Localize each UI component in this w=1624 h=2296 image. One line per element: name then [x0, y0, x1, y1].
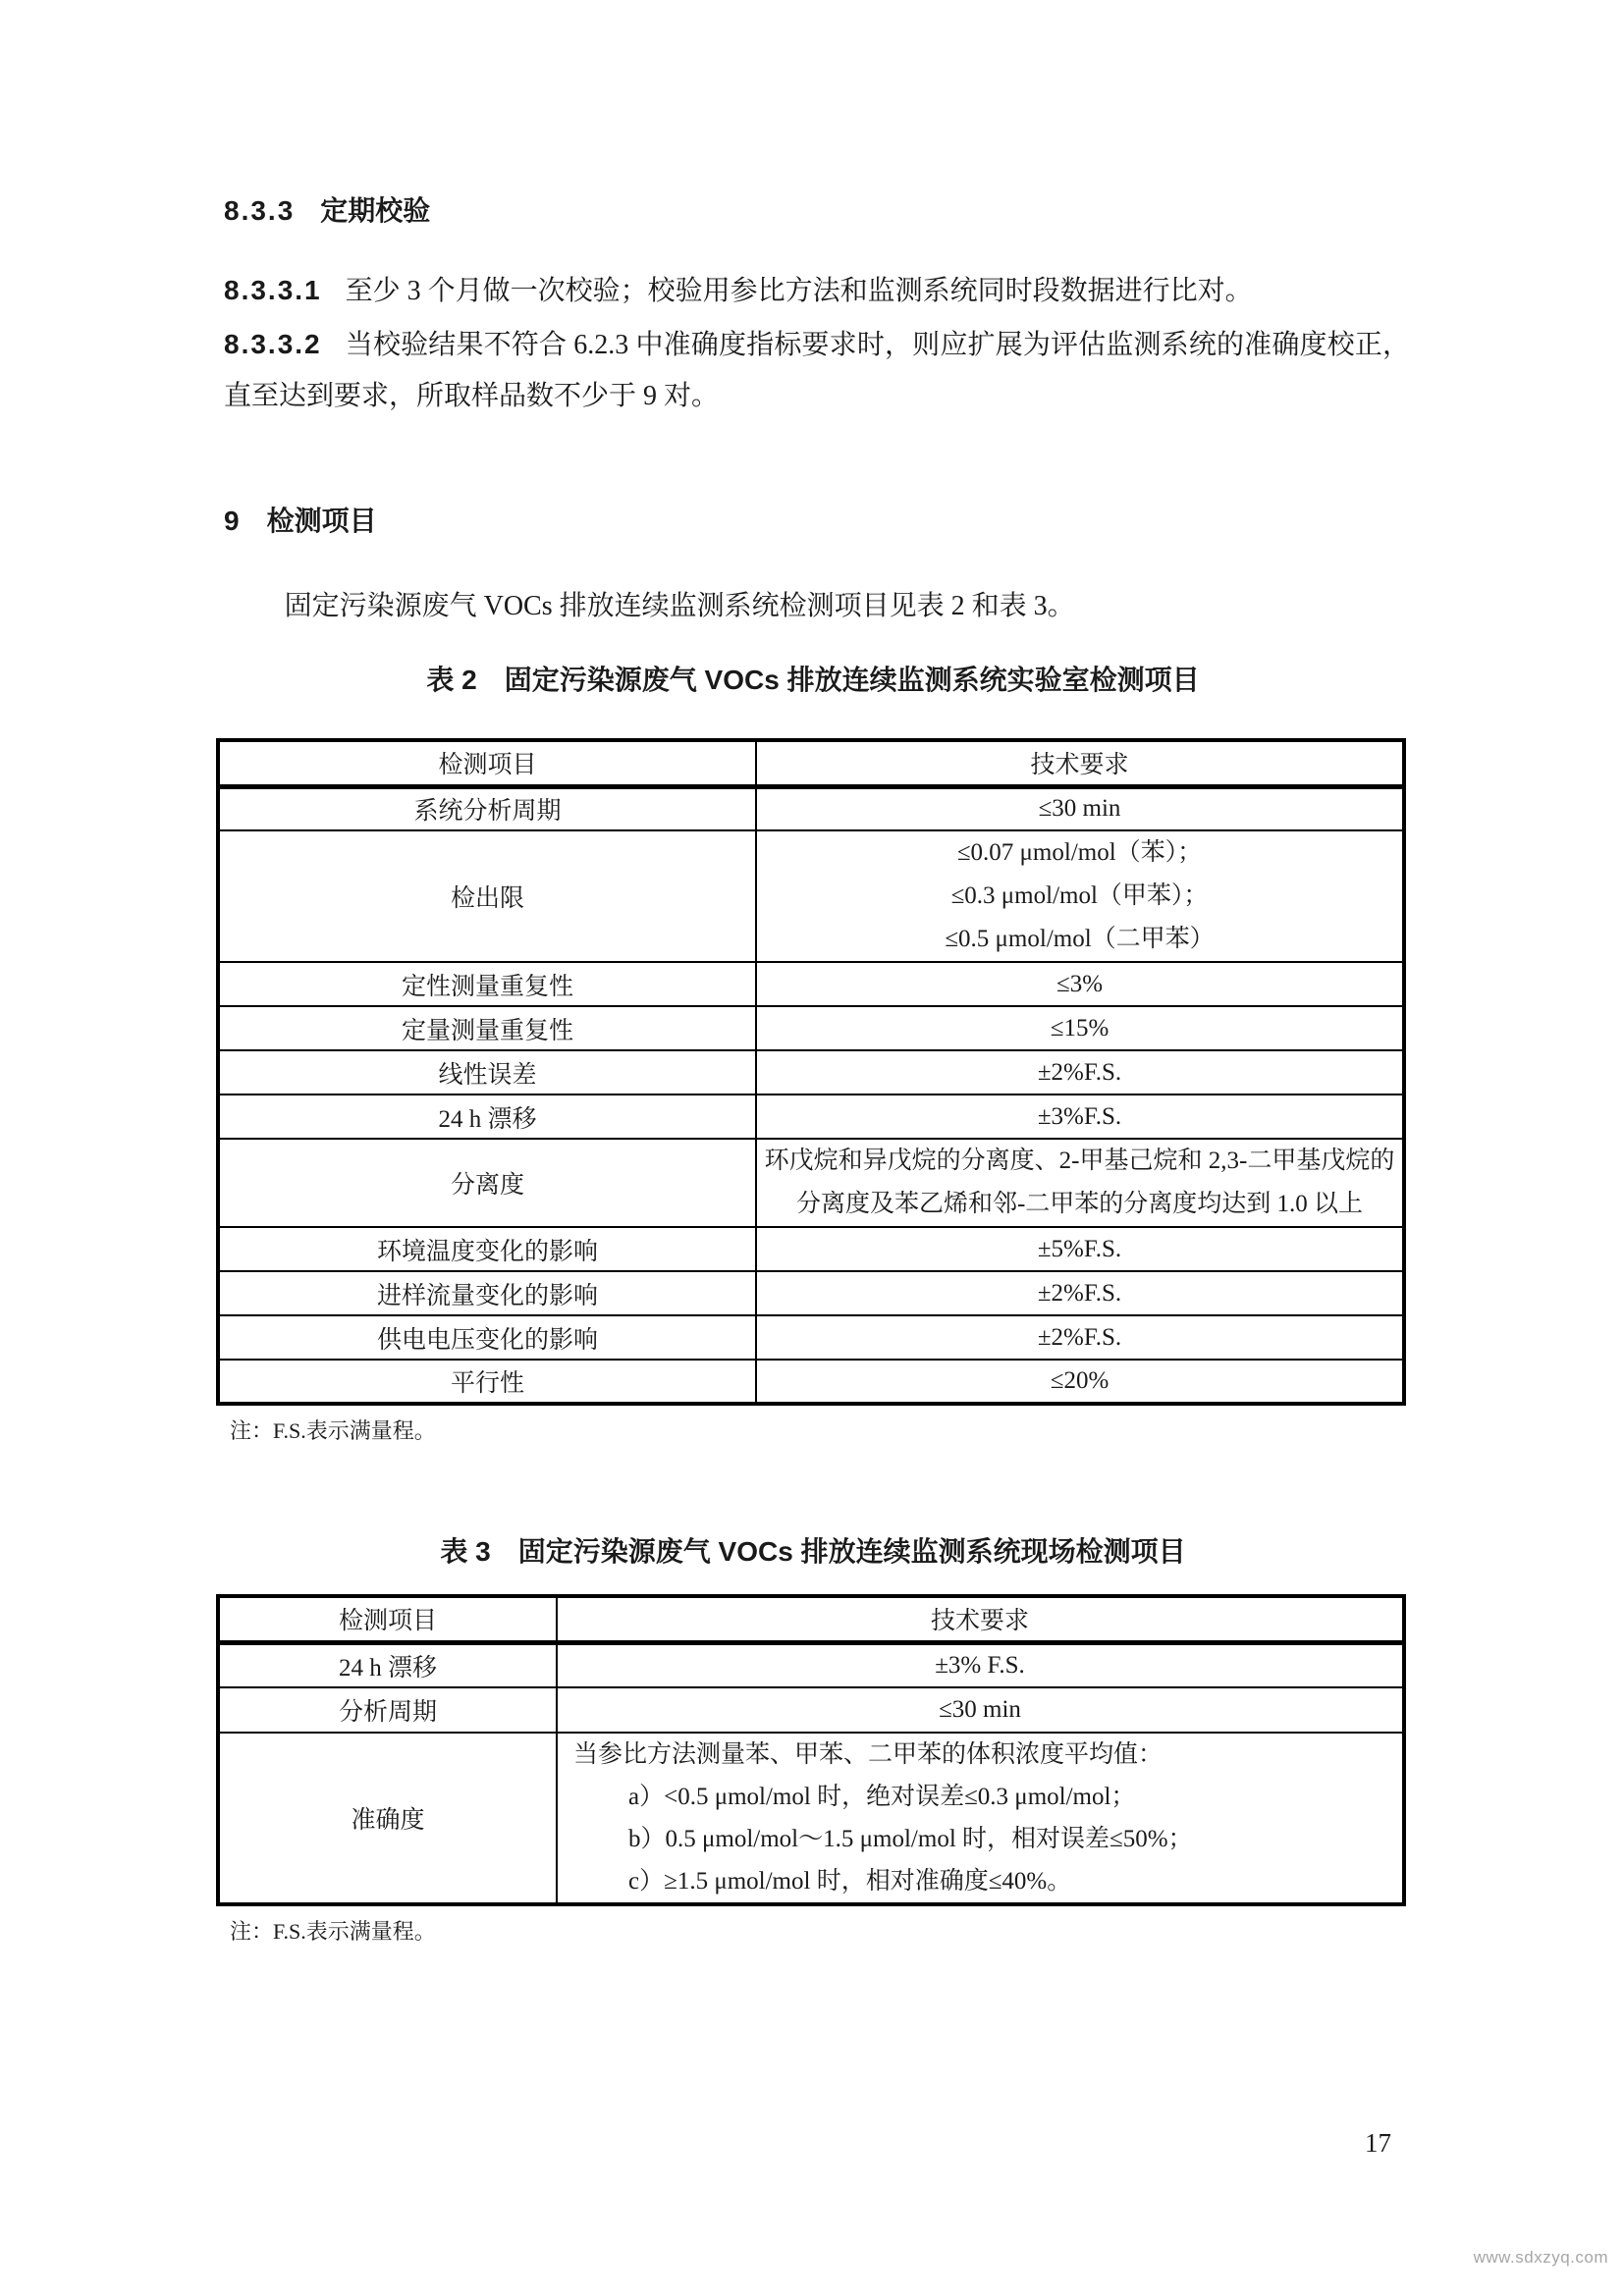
page-number: 17 — [1365, 2128, 1391, 2158]
item-cell: 定性测量重复性 — [218, 962, 756, 1006]
item-cell: 进样流量变化的影响 — [218, 1271, 756, 1315]
table-header-row — [218, 740, 1404, 786]
item-cell: 检出限 — [218, 830, 756, 962]
table3-header-item: 检测项目 — [218, 1596, 557, 1642]
req-cell: ±2%F.S. — [756, 1271, 1404, 1315]
table-row — [218, 1271, 1404, 1315]
table-row — [218, 1139, 1404, 1227]
section-heading-9 — [224, 505, 1410, 538]
req-cell — [557, 1733, 1404, 1904]
table-row — [218, 786, 1404, 830]
req-line: ≤0.3 μmol/mol（甲苯）； — [950, 882, 1209, 909]
table-row — [218, 1095, 1404, 1139]
paragraph-text: 固定污染源废气 VOCs 排放连续监测系统检测项目见表 2 和表 3。 — [284, 591, 1075, 621]
req-line: 分离度及苯乙烯和邻-二甲苯的分离度均达到 1.0 以上 — [795, 1191, 1364, 1217]
req-cell — [756, 1139, 1404, 1227]
clause-text: 至少 3 个月做一次校验；校验用参比方法和监测系统同时段数据进行比对。 — [345, 276, 1253, 306]
item-cell: 供电电压变化的影响 — [218, 1315, 756, 1360]
table-row — [218, 1687, 1404, 1733]
item-cell: 准确度 — [218, 1733, 557, 1904]
item-cell: 定量测量重复性 — [218, 1006, 756, 1050]
req-cell: ≤30 min — [557, 1687, 1404, 1733]
req-cell — [756, 830, 1404, 962]
section-number: 8.3.3 — [224, 195, 296, 226]
item-cell: 环境温度变化的影响 — [218, 1227, 756, 1271]
table3-header-req: 技术要求 — [557, 1596, 1404, 1642]
item-cell: 24 h 漂移 — [218, 1642, 557, 1687]
section-title: 定期校验 — [320, 195, 431, 226]
section-title: 检测项目 — [266, 506, 377, 536]
table-row — [218, 1050, 1404, 1095]
req-cell: ≤20% — [756, 1360, 1404, 1404]
table2-lab-test-items — [216, 738, 1406, 1406]
section-heading-8-3-3 — [224, 194, 1410, 228]
clause-number: 8.3.3.2 — [224, 329, 322, 359]
item-cell: 线性误差 — [218, 1050, 756, 1095]
req-cell: ±2%F.S. — [756, 1315, 1404, 1360]
item-cell: 平行性 — [218, 1360, 756, 1404]
req-cell: ±5%F.S. — [756, 1227, 1404, 1271]
table-row — [218, 1227, 1404, 1271]
req-line: 环戊烷和异戊烷的分离度、2-甲基己烷和 2,3-二甲基戊烷的 — [764, 1148, 1395, 1174]
req-cell: ≤3% — [756, 962, 1404, 1006]
watermark: www.sdxzyq.com — [1473, 2248, 1608, 2267]
table-row — [218, 1315, 1404, 1360]
table3-note: 注：F.S.表示满量程。 — [230, 1919, 436, 1944]
req-cell: ≤15% — [756, 1006, 1404, 1050]
req-line: c）≥1.5 μmol/mol 时，相对准确度≤40%。 — [628, 1868, 1072, 1895]
req-line: 当参比方法测量苯、甲苯、二甲苯的体积浓度平均值： — [573, 1741, 1164, 1768]
table-header-row — [218, 1596, 1404, 1642]
section-number: 9 — [224, 506, 242, 536]
req-line: ≤0.5 μmol/mol（二甲苯） — [945, 926, 1215, 952]
clause-number: 8.3.3.1 — [224, 275, 322, 305]
req-cell: ±2%F.S. — [756, 1050, 1404, 1095]
item-cell: 分析周期 — [218, 1687, 557, 1733]
table-row — [218, 1360, 1404, 1404]
req-cell: ±3% F.S. — [557, 1642, 1404, 1687]
item-cell: 系统分析周期 — [218, 786, 756, 830]
table2-note: 注：F.S.表示满量程。 — [230, 1418, 436, 1443]
item-cell: 分离度 — [218, 1139, 756, 1227]
table-row — [218, 1006, 1404, 1050]
table-row — [218, 1733, 1404, 1904]
section-9-paragraph — [224, 581, 1410, 632]
req-line: b）0.5 μmol/mol～1.5 μmol/mol 时，相对误差≤50%； — [628, 1826, 1193, 1852]
table-row — [218, 1642, 1404, 1687]
req-line: a）<0.5 μmol/mol 时，绝对误差≤0.3 μmol/mol； — [628, 1784, 1136, 1810]
table-row — [218, 830, 1404, 962]
clause-8-3-3-1 — [224, 265, 1410, 317]
table2-header-req: 技术要求 — [756, 740, 1404, 786]
req-cell: ≤30 min — [756, 786, 1404, 830]
table3-field-test-items — [216, 1594, 1406, 1906]
req-cell: ±3%F.S. — [756, 1095, 1404, 1139]
table3-caption: 表 3 固定污染源废气 VOCs 排放连续监测系统现场检测项目 — [440, 1536, 1186, 1567]
table2-header-item: 检测项目 — [218, 740, 756, 786]
table2-caption: 表 2 固定污染源废气 VOCs 排放连续监测系统实验室检测项目 — [426, 665, 1200, 695]
item-cell: 24 h 漂移 — [218, 1095, 756, 1139]
req-line: ≤0.07 μmol/mol（苯）； — [956, 839, 1203, 866]
clause-text: 当校验结果不符合 6.2.3 中准确度指标要求时，则应扩展为评估监测系统的准确度校正，直至达到要求，所取样品数不少于 9 对。 — [224, 330, 1410, 411]
clause-8-3-3-2 — [224, 319, 1410, 422]
table-row — [218, 962, 1404, 1006]
